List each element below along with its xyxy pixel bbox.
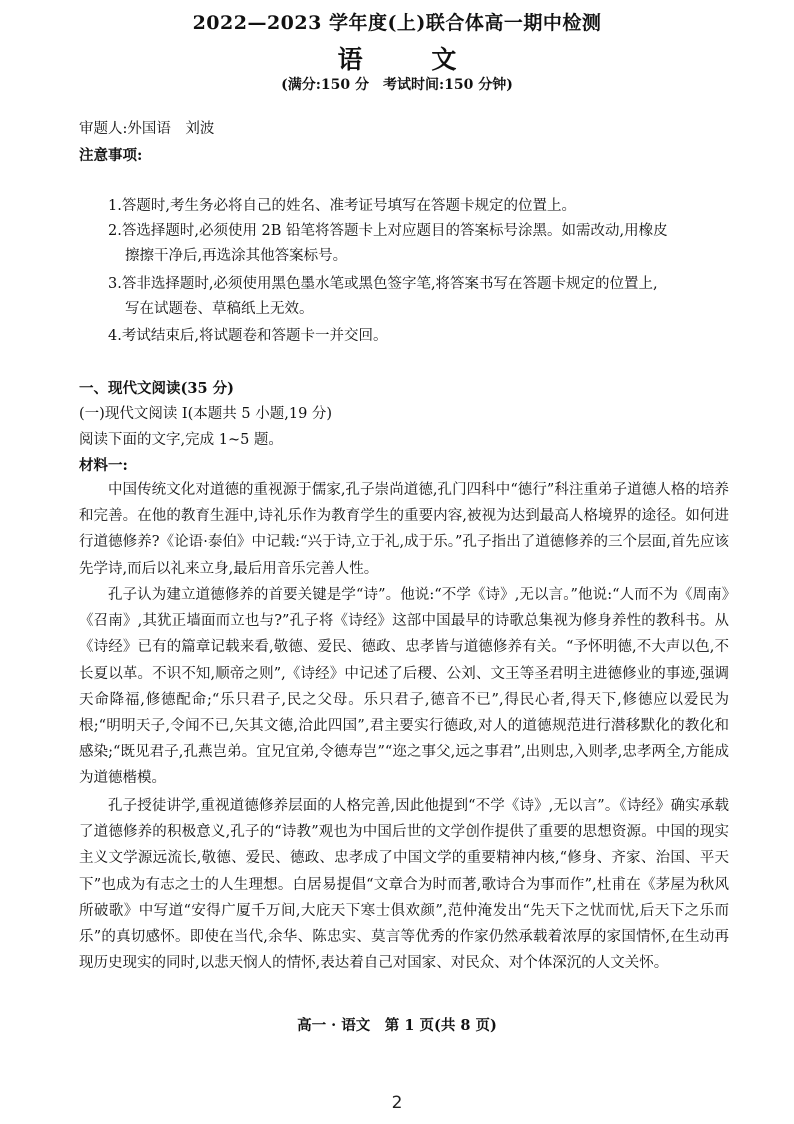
page-footer: 高一 · 语文 第 1 页(共 8 页) <box>297 1017 497 1034</box>
note-item <box>108 272 728 322</box>
score-time-line: (满分:150 分 考试时间:150 分钟) <box>281 77 513 93</box>
material-label: 材料一: <box>79 457 128 474</box>
material-paragraph: 中国传统文化对道德的重视源于儒家,孔子崇尚道德,孔门四科中“德行”科注重弟子道德人格的培养和完善。在他的教育生涯中,诗礼乐作为教育学生的重要内容,被视为达到最高人格境界的途径。如何进行道德修养?《论语·泰伯》中记载:“兴于诗,立于礼,成于乐。”孔子指出了道德修养的三个层面,首先应该先学诗,而后以礼来立身,最后用音乐完善人性。 <box>79 482 729 577</box>
note-item: 1.答题时,考生务必将自己的姓名、准考证号填写在答题卡规定的位置上。 <box>108 198 576 214</box>
reviewer-line: 审题人:外国语 刘波 <box>79 121 215 137</box>
note-item <box>108 219 728 269</box>
exam-title: 2022—2023 学年度(上)联合体高一期中检测 <box>192 12 602 34</box>
reading-instruction: 阅读下面的文字,完成 1~5 题。 <box>79 432 283 448</box>
section-subtitle: (一)现代文阅读 I(本题共 5 小题,19 分) <box>79 406 333 422</box>
notes-heading: 注意事项: <box>79 147 143 164</box>
note-item: 4.考试结束后,将试题卷和答题卡一并交回。 <box>108 328 388 344</box>
page-number: 2 <box>391 1093 403 1113</box>
note-continuation: 擦擦干净后,再选涂其他答案标号。 <box>125 248 348 264</box>
note-continuation: 写在试题卷、草稿纸上无效。 <box>125 301 314 317</box>
subject-title: 语 文 <box>337 45 487 74</box>
material-paragraph: 孔子授徒讲学,重视道德修养层面的人格完善,因此他提到“不学《诗》,无以言”。《诗经》确实承载了道德修养的积极意义,孔子的“诗教”观也为中国后世的文学创作提供了重要的思想资源。中国的现实主义文学源远流长,敬德、爱民、德政、忠孝成了中国文学的重要精神内核,“修身、齐家、治国、平天下”也成为有志之士的人生理想。白居易提倡“文章合为时而著,歌诗合为事而作”,杜甫在《茅屋为秋风所破歌》中写道“安得广厦千万间,大庇天下寒士俱欢颜”,范仲淹发出“先天下之忧而忧,后天下之乐而乐”的真切感怀。即使在当代,余华、陈忠实、莫言等优秀的作家仍然承载着浓厚的家国情怀,在生动再现历史现实的同时,以悲天悯人的情怀,表达着自己对国家、对民众、对个体深沉的人文关怀。 <box>79 798 729 972</box>
material-paragraph: 孔子认为建立道德修养的首要关键是学“诗”。他说:“不学《诗》,无以言。”他说:“人而不为《周南》《召南》,其犹正墙面而立也与?”孔子将《诗经》这部中国最早的诗歌总集视为修身养性的教科书。从《诗经》已有的篇章记载来看,敬德、爱民、德政、忠孝皆与道德修养有关。“予怀明德,不大声以色,不长夏以革。不识不知,顺帝之则”,《诗经》中记述了后稷、公刘、文王等圣君明主进德修业的事迹,强调天命降福,修德配命;“乐只君子,民之父母。乐只君子,德音不已”,得民心者,得天下,修德应以爱民为根;“明明天子,令闻不已,矢其文德,洽此四国”,君主要实行德政,对人的道德规范进行潜移默化的教化和感染;“既见君子,孔燕岂弟。宜兄宜弟,令德寿岂”“迩之事父,远之事君”,出则忠,入则孝,忠孝两全,方能成为道德楷模。 <box>79 587 729 787</box>
note-line: 3.答非选择题时,必须使用黑色墨水笔或黑色签字笔,将答案书写在答题卡规定的位置上, <box>108 276 658 292</box>
note-line: 2.答选择题时,必须使用 2B 铅笔将答题卡上对应题目的答案标号涂黑。如需改动,用橡皮 <box>108 223 668 239</box>
section-title: 一、现代文阅读(35 分) <box>79 380 234 397</box>
